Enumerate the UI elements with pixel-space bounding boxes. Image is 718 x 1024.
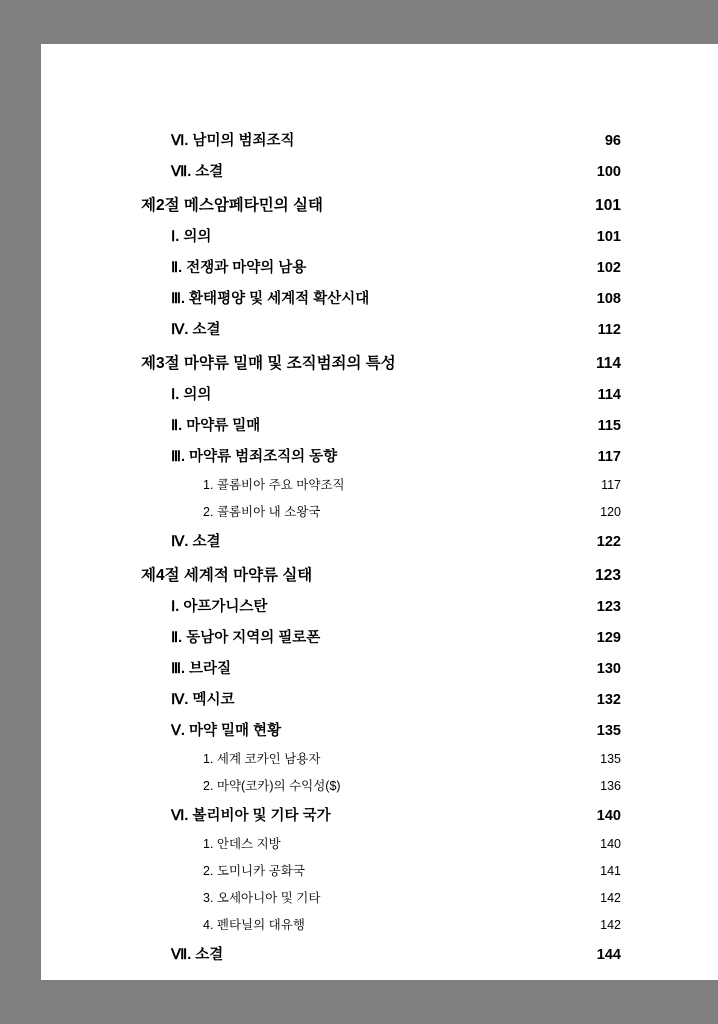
toc-entry-page-number: 100 xyxy=(596,164,621,180)
toc-entry-title: 2. 콜롬비아 내 소왕국 xyxy=(203,505,321,519)
toc-entry[interactable] xyxy=(141,915,621,933)
toc-entry-title: 2. 도미니카 공화국 xyxy=(203,864,305,878)
toc-entry[interactable] xyxy=(141,287,621,308)
toc-entry-title: Ⅱ. 동남아 지역의 필로폰 xyxy=(171,630,321,646)
toc-entry-page-number: 96 xyxy=(604,133,621,149)
toc-entry-title: Ⅵ. 남미의 범죄조직 xyxy=(171,133,295,149)
toc-entry-page-number: 122 xyxy=(596,534,621,550)
toc-entry-page-number: 135 xyxy=(596,723,621,739)
toc-entry-title: 1. 안데스 지방 xyxy=(203,837,281,851)
toc-entry[interactable] xyxy=(141,888,621,906)
toc-entry-page-number: 114 xyxy=(597,387,621,403)
toc-entry-page-number: 114 xyxy=(595,355,621,372)
toc-entry-title: Ⅵ. 볼리비아 및 기타 국가 xyxy=(171,808,331,824)
toc-entry-title: Ⅱ. 전쟁과 마약의 남용 xyxy=(171,260,307,276)
toc-entry-title: Ⅰ. 의의 xyxy=(171,387,212,403)
toc-entry[interactable] xyxy=(141,626,621,647)
toc-entry-page-number: 117 xyxy=(597,449,621,465)
toc-entry-page-number: 135 xyxy=(600,752,621,766)
document-page xyxy=(41,44,718,980)
toc-entry[interactable] xyxy=(141,861,621,879)
toc-entry-page-number: 102 xyxy=(596,260,621,276)
toc-entry-page-number: 115 xyxy=(597,418,621,434)
toc-entry[interactable] xyxy=(141,318,621,339)
toc-entry[interactable] xyxy=(141,445,621,466)
toc-entry-page-number: 140 xyxy=(600,837,621,851)
toc-entry-page-number: 101 xyxy=(596,229,621,245)
toc-entry-page-number: 129 xyxy=(596,630,621,646)
toc-entry-page-number: 108 xyxy=(596,291,621,307)
toc-entry-title: 제2절 메스암페타민의 실태 xyxy=(141,197,323,214)
toc-entry[interactable] xyxy=(141,475,621,493)
toc-entry[interactable] xyxy=(141,595,621,616)
toc-entry[interactable] xyxy=(141,193,621,215)
toc-entry-page-number: 144 xyxy=(596,947,621,963)
toc-entry[interactable] xyxy=(141,563,621,585)
toc-entry-title: Ⅲ. 마약류 범죄조직의 동향 xyxy=(171,449,338,465)
toc-entry[interactable] xyxy=(141,776,621,794)
toc-entry[interactable] xyxy=(141,943,621,964)
toc-entry-page-number: 123 xyxy=(596,599,621,615)
toc-entry[interactable] xyxy=(141,804,621,825)
toc-entry-page-number: 142 xyxy=(600,918,621,932)
toc-entry[interactable] xyxy=(141,225,621,246)
toc-entry-title: Ⅰ. 아프가니스탄 xyxy=(171,599,268,615)
toc-entry-title: Ⅱ. 마약류 밀매 xyxy=(171,418,261,434)
table-of-contents xyxy=(141,119,621,968)
toc-entry-title: Ⅲ. 환태평양 및 세계적 확산시대 xyxy=(171,291,370,307)
toc-entry-title: 제4절 세계적 마약류 실태 xyxy=(141,567,313,584)
toc-entry-page-number: 101 xyxy=(595,197,621,214)
toc-entry[interactable] xyxy=(141,834,621,852)
toc-entry[interactable] xyxy=(141,351,621,373)
toc-entry-title: Ⅰ. 의의 xyxy=(171,229,212,245)
toc-entry[interactable] xyxy=(141,688,621,709)
toc-entry-title: Ⅴ. 마약 밀매 현황 xyxy=(171,723,282,739)
toc-entry-title: 4. 펜타닐의 대유행 xyxy=(203,918,305,932)
toc-entry-title: 1. 세계 코카인 남용자 xyxy=(203,752,321,766)
toc-entry[interactable] xyxy=(141,160,621,181)
toc-entry-page-number: 123 xyxy=(595,567,621,584)
toc-entry-page-number: 117 xyxy=(601,478,621,492)
toc-entry-page-number: 120 xyxy=(600,505,621,519)
toc-entry-title: 2. 마약(코카)의 수익성($) xyxy=(203,779,341,793)
toc-entry[interactable] xyxy=(141,383,621,404)
toc-entry[interactable] xyxy=(141,749,621,767)
toc-entry[interactable] xyxy=(141,502,621,520)
toc-entry-title: 1. 콜롬비아 주요 마약조직 xyxy=(203,478,345,492)
toc-entry-page-number: 140 xyxy=(596,808,621,824)
toc-entry-page-number: 132 xyxy=(596,692,621,708)
toc-entry[interactable] xyxy=(141,719,621,740)
toc-entry-page-number: 141 xyxy=(600,864,621,878)
toc-entry-page-number: 136 xyxy=(600,779,621,793)
toc-entry-title: Ⅶ. 소결 xyxy=(171,164,224,180)
toc-entry[interactable] xyxy=(141,657,621,678)
toc-entry[interactable] xyxy=(141,256,621,277)
toc-entry-title: Ⅶ. 소결 xyxy=(171,947,224,963)
toc-entry-title: 3. 오세아니아 및 기타 xyxy=(203,891,321,905)
toc-entry[interactable] xyxy=(141,129,621,150)
toc-entry-title: Ⅲ. 브라질 xyxy=(171,661,232,677)
toc-entry-title: Ⅳ. 멕시코 xyxy=(171,692,235,708)
toc-entry-page-number: 130 xyxy=(596,661,621,677)
toc-entry[interactable] xyxy=(141,530,621,551)
toc-entry[interactable] xyxy=(141,414,621,435)
toc-entry-title: Ⅳ. 소결 xyxy=(171,534,221,550)
toc-entry-page-number: 112 xyxy=(597,322,621,338)
toc-entry-title: Ⅳ. 소결 xyxy=(171,322,221,338)
toc-entry-page-number: 142 xyxy=(600,891,621,905)
toc-entry-title: 제3절 마약류 밀매 및 조직범죄의 특성 xyxy=(141,355,396,372)
